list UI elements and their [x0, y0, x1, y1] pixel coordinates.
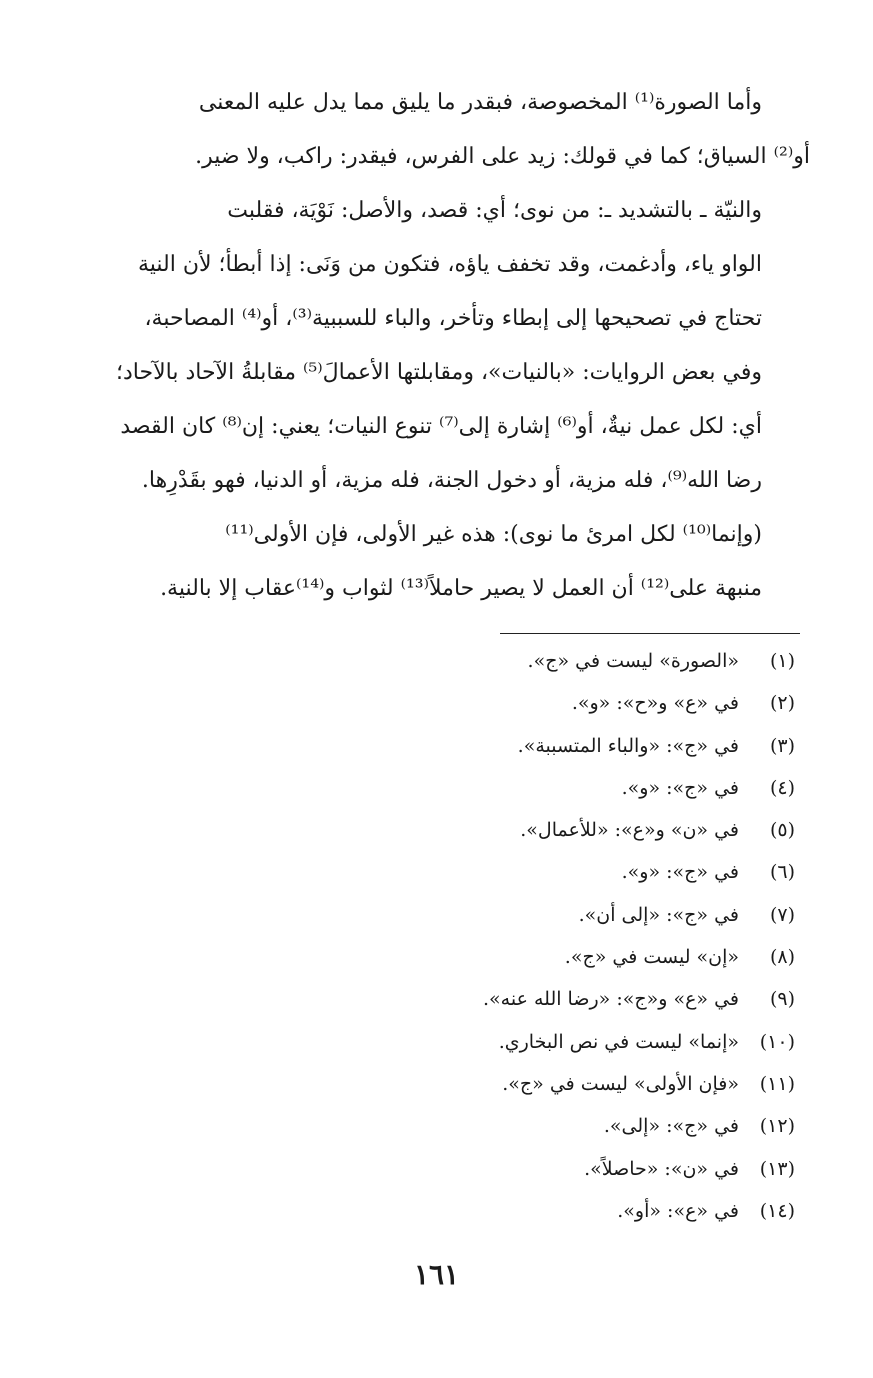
- footnote-text: «الصورة» ليست في «ج».: [527, 650, 739, 672]
- footnote-text: في «ع»: «أو».: [617, 1199, 739, 1222]
- footnote-number: (٥): [769, 819, 795, 842]
- text-line: أو⁽²⁾ السياق؛ كما في قولك: زيد على الفرس، فيقدر: راكب، ولا ضير.: [195, 144, 810, 169]
- footnote: [400, 819, 795, 861]
- footnote-number: (٧): [769, 903, 795, 926]
- main-text: [96, 76, 810, 616]
- footnote: [400, 777, 795, 819]
- footnote: [400, 1073, 795, 1115]
- text-line: والنيّة ـ بالتشديد ـ: من نوى؛ أي: قصد، والأصل: نَوْيَة، فقلبت: [227, 198, 762, 223]
- footnote-number: (٢): [769, 692, 795, 715]
- footnote: [400, 861, 795, 903]
- footnote-number: (١٣): [759, 1157, 795, 1180]
- footnote-number: (٨): [769, 946, 795, 969]
- text-line: منبهة على⁽¹²⁾ أن العمل لا يصير حاملاً⁽¹³⁾ لثواب و⁽¹⁴⁾عقاب إلا بالنية.: [160, 576, 762, 601]
- footnote-text: في «ج»: «و».: [621, 861, 739, 884]
- footnote-text: في «ج»: «و».: [621, 776, 739, 799]
- paragraph-1: [96, 76, 810, 184]
- footnote-text: في «ن» و«ع»: «للأعمال».: [520, 819, 739, 842]
- page-number: ١٦١: [413, 1258, 460, 1291]
- footnote: [400, 735, 795, 777]
- footnote: [400, 946, 795, 988]
- footnote-text: «فإن الأولى» ليست في «ج».: [502, 1072, 739, 1095]
- footnotes: [400, 650, 795, 1242]
- footnote-divider: [500, 633, 800, 634]
- footnote-number: (١): [769, 650, 795, 672]
- footnote: [400, 692, 795, 734]
- footnote-number: (٣): [769, 734, 795, 757]
- text-line: أي: لكل عمل نيةٌ، أو⁽⁶⁾ إشارة إلى⁽⁷⁾ تنوع النيات؛ يعني: إن⁽⁸⁾ كان القصد: [120, 414, 762, 439]
- text-line: وأما الصورة⁽¹⁾ المخصوصة، فبقدر ما يليق مما يدل عليه المعنى: [198, 90, 762, 115]
- footnote: [400, 1158, 795, 1200]
- footnote: [400, 1115, 795, 1157]
- text-line: (وإنما⁽¹⁰⁾ لكل امرئ ما نوى): هذه غير الأولى، فإن الأولى⁽¹¹⁾: [225, 522, 762, 547]
- text-line: الواو ياء، وأدغمت، وقد تخفف ياؤه، فتكون من وَنَى: إذا أبطأ؛ لأن النية: [137, 252, 762, 277]
- footnote-text: في «ج»: «إلى».: [603, 1115, 739, 1138]
- footnote-number: (١١): [759, 1072, 795, 1095]
- footnote-text: «إنما» ليست في نص البخاري.: [498, 1030, 739, 1053]
- footnote-text: «إن» ليست في «ج».: [564, 946, 739, 969]
- footnote-number: (١٢): [759, 1115, 795, 1138]
- footnote: [400, 904, 795, 946]
- paragraph-3: [96, 508, 810, 616]
- footnote-number: (٦): [769, 861, 795, 884]
- footnote-text: في «ن»: «حاصلاً».: [584, 1157, 739, 1180]
- footnote: [400, 988, 795, 1030]
- footnote-text: في «ج»: «إلى أن».: [578, 903, 739, 926]
- text-line: رضا الله⁽⁹⁾، فله مزية، أو دخول الجنة، فله مزية، أو الدنيا، فهو بقَدْرِها.: [141, 468, 762, 493]
- footnote: [400, 1031, 795, 1073]
- footnote-number: (١٤): [759, 1199, 795, 1222]
- footnote-number: (٤): [769, 776, 795, 799]
- text-line: تحتاج في تصحيحها إلى إبطاء وتأخر، والباء للسببية⁽³⁾، أو⁽⁴⁾ المصاحبة،: [144, 306, 762, 331]
- text-line: وفي بعض الروايات: «بالنيات»، ومقابلتها الأعمالَ⁽⁵⁾ مقابلةُ الآحاد بالآحاد؛: [115, 360, 762, 385]
- paragraph-2: [96, 184, 810, 508]
- footnote-number: (١٠): [759, 1030, 795, 1053]
- footnote: [400, 650, 795, 692]
- footnote-number: (٩): [769, 988, 795, 1011]
- footnote-text: في «ج»: «والباء المتسببة».: [517, 734, 739, 757]
- footnote: [400, 1200, 795, 1242]
- footnote-text: في «ع» و«ج»: «رضا الله عنه».: [483, 988, 739, 1011]
- footnote-text: في «ع» و«ح»: «و».: [571, 692, 739, 715]
